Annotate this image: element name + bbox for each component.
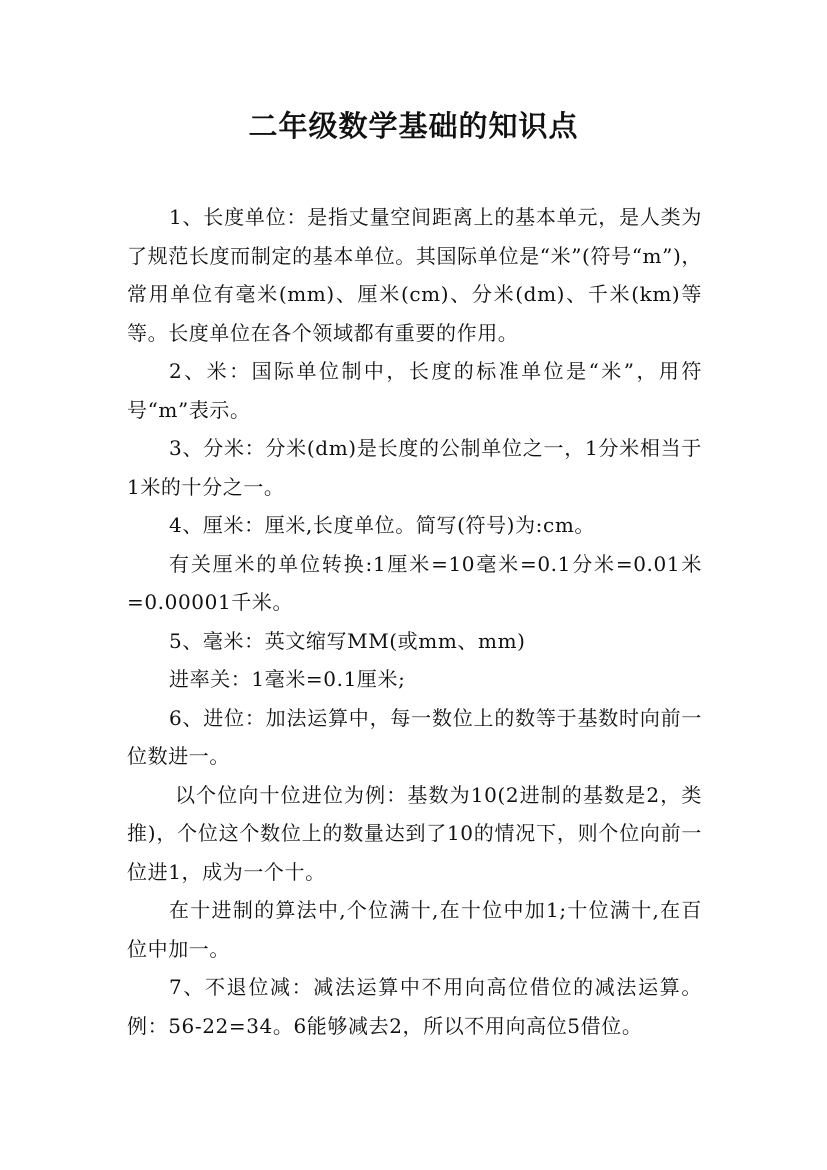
- paragraph-millimeter: 5、毫米：英文缩写MM(或mm、mm): [169, 628, 526, 653]
- paragraph-carry-example: 以个位向十位进位为例：基数为10(2进制的基数是2，类推)，个位这个数位上的数量达到了10的情况下，则个位向前一位进1，成为一个十。: [127, 782, 702, 884]
- paragraph-length-unit: 1、长度单位：是指丈量空间距离上的基本单元，是人类为了规范长度而制定的基本单位。其国际单位是“米”(符号“m”)，常用单位有毫米(mm)、厘米(cm)、分米(dm)、千米(km)等等。长度单位在各个领域都有重要的作用。: [127, 205, 702, 345]
- paragraph-decimeter: 3、分米：分米(dm)是长度的公制单位之一，1分米相当于1米的十分之一。: [127, 436, 702, 499]
- paragraph-meter: 2、米：国际单位制中，长度的标准单位是“米”，用符号“m”表示。: [127, 359, 702, 422]
- paragraph-millimeter-ratio: 进率关：1毫米=0.1厘米;: [169, 667, 406, 691]
- document-title: 二年级数学基础的知识点: [248, 109, 579, 143]
- paragraph-centimeter: 4、厘米：厘米,长度单位。简写(符号)为:cm。: [169, 513, 595, 537]
- paragraph-no-borrow-subtraction: 7、不退位减：减法运算中不用向高位借位的减法运算。例：56-22=34。6能够减去2，所以不用向高位5借位。: [127, 975, 702, 1038]
- paragraph-carry: 6、进位：加法运算中，每一数位上的数等于基数时向前一位数进一。: [127, 705, 702, 768]
- paragraph-decimal-carry: 在十进制的算法中,个位满十,在十位中加1;十位满十,在百位中加一。: [127, 898, 702, 961]
- paragraph-centimeter-conversion: 有关厘米的单位转换:1厘米=10毫米=0.1分米=0.01米=0.00001千米。: [127, 551, 702, 614]
- document-body: [127, 198, 702, 1045]
